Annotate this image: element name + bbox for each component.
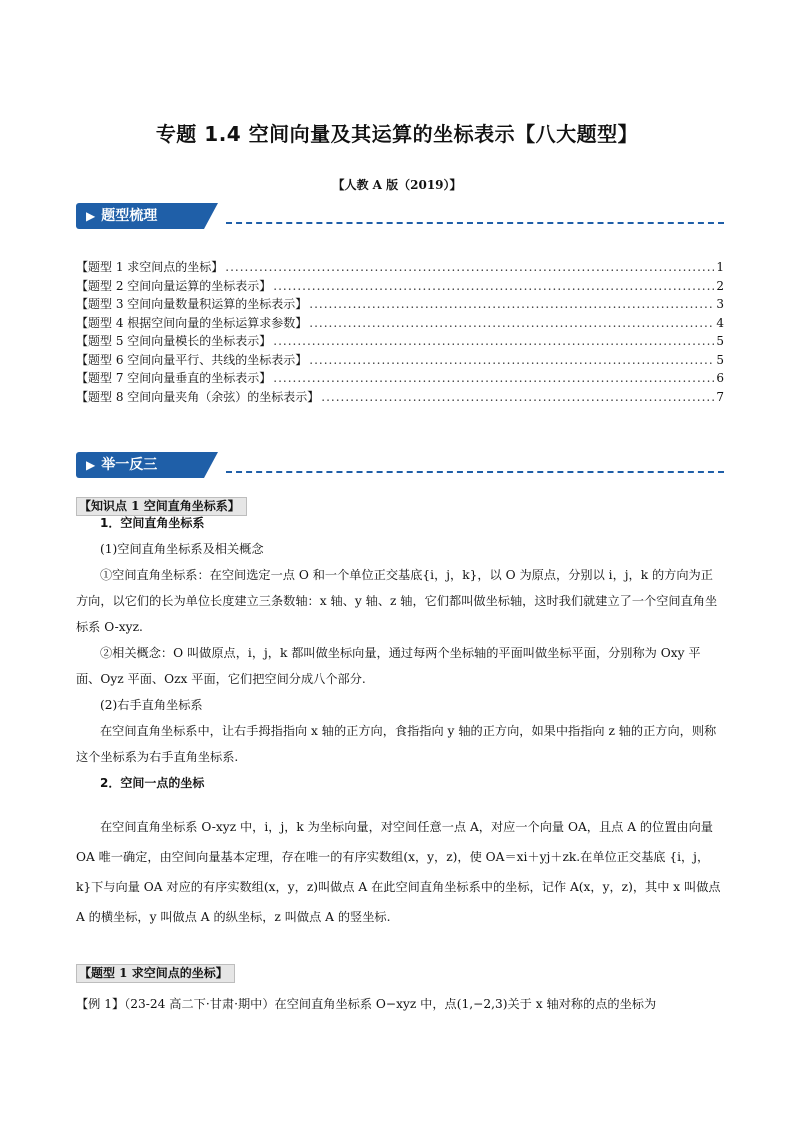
toc-leader-dots bbox=[309, 316, 714, 330]
dashed-divider bbox=[226, 222, 724, 224]
toc-entry-page: 2 bbox=[716, 278, 724, 293]
section-title: 举一反三 bbox=[101, 457, 158, 473]
section-tab bbox=[76, 203, 204, 229]
paragraph: (2)右手直角坐标系 bbox=[100, 698, 203, 712]
toc-entry-page: 6 bbox=[716, 371, 724, 385]
toc-entry[interactable] bbox=[76, 258, 724, 277]
toc-entry-page: 3 bbox=[716, 297, 724, 311]
heading-coordinate-system: 1．空间直角坐标系 bbox=[100, 516, 205, 530]
heading-point-coordinates: 2．空间一点的坐标 bbox=[100, 776, 205, 790]
toc-entry[interactable] bbox=[76, 351, 724, 370]
knowledge-content bbox=[76, 510, 724, 796]
paragraph: ①空间直角坐标系：在空间选定一点 O 和一个单位正交基底{i，j，k}，以 O 为原点，分别以 i，j，k 的方向为正方向，以它们的长为单位长度建立三条数轴：x 轴、y 轴、z 轴，它们都叫做坐标轴，这时我们就建立了一个空间直角坐标系 O-xyz. bbox=[76, 568, 718, 634]
toc-entry-label: 【题型 2 空间向量运算的坐标表示】 bbox=[76, 278, 272, 293]
toc-leader-dots bbox=[321, 390, 714, 404]
toc-entry[interactable] bbox=[76, 388, 724, 407]
section-header-examples bbox=[76, 452, 724, 482]
toc-entry[interactable] bbox=[76, 369, 724, 388]
section-tab bbox=[76, 452, 204, 478]
paragraph: (1)空间直角坐标系及相关概念 bbox=[100, 542, 264, 556]
knowledge-point-label: 【知识点 1 空间直角坐标系】 bbox=[76, 497, 247, 516]
example-1: 【例 1】（23-24 高二下·甘肃·期中）在空间直角坐标系 O−xyz 中，点(1,−2,3)关于 x 轴对称的点的坐标为 bbox=[76, 997, 657, 1011]
paragraph-point-coordinates: 在空间直角坐标系 O-xyz 中，i，j，k 为坐标向量，对空间任意一点 A，对应一个向量 OA，且点 A 的位置由向量 OA 唯一确定，由空间向量基本定理，存在唯一的有序实数组(x，y，z)，使 OA＝xi＋yj＋zk.在单位正交基底 {i，j，k}下与向量 OA 对应的有序实数组(x，y，z)叫做点 A 在此空间直角坐标系中的坐标，记作 A(x，y，z)，其中 x 叫做点 A 的横坐标，y 叫做点 A 的纵坐标，z 叫做点 A 的竖坐标. bbox=[76, 820, 721, 924]
toc-entry-page: 5 bbox=[716, 334, 724, 348]
page-title: 专题 1.4 空间向量及其运算的坐标表示【八大题型】 bbox=[155, 122, 639, 146]
dashed-divider bbox=[226, 471, 724, 473]
paragraph: 在空间直角坐标系中，让右手拇指指向 x 轴的正方向，食指指向 y 轴的正方向，如果中指指向 z 轴的正方向，则称这个坐标系为右手直角坐标系. bbox=[76, 724, 717, 764]
toc-leader-dots bbox=[309, 297, 714, 311]
toc-leader-dots bbox=[309, 353, 714, 367]
toc-entry-label: 【题型 7 空间向量垂直的坐标表示】 bbox=[76, 371, 272, 385]
toc-entry-label: 【题型 4 根据空间向量的坐标运算求参数】 bbox=[76, 315, 308, 330]
question-type-label: 【题型 1 求空间点的坐标】 bbox=[76, 964, 235, 983]
toc-leader-dots bbox=[273, 279, 714, 293]
page-subtitle: 【人教 A 版（2019）】 bbox=[332, 178, 462, 192]
toc-entry[interactable] bbox=[76, 314, 724, 333]
toc-entry-page: 1 bbox=[716, 260, 724, 274]
toc-entry-label: 【题型 3 空间向量数量积运算的坐标表示】 bbox=[76, 297, 308, 311]
toc-entry-page: 7 bbox=[716, 389, 724, 404]
toc-entry-label: 【题型 8 空间向量夹角（余弦）的坐标表示】 bbox=[76, 389, 320, 404]
toc-entry[interactable] bbox=[76, 332, 724, 351]
toc-entry-page: 5 bbox=[716, 352, 724, 367]
section-header-topics bbox=[76, 203, 724, 233]
toc-leader-dots bbox=[273, 371, 714, 385]
section-title: 题型梳理 bbox=[101, 208, 158, 224]
triangle-icon: ▶ bbox=[86, 458, 96, 472]
toc-entry-page: 4 bbox=[716, 315, 724, 330]
toc-entry-label: 【题型 1 求空间点的坐标】 bbox=[76, 260, 224, 274]
paragraph: ②相关概念：O 叫做原点，i，j，k 都叫做坐标向量，通过每两个坐标轴的平面叫做坐标平面，分别称为 Oxy 平面、Oyz 平面、Ozx 平面，它们把空间分成八个部分. bbox=[76, 646, 701, 686]
table-of-contents bbox=[76, 258, 724, 406]
toc-leader-dots bbox=[225, 260, 714, 274]
triangle-icon: ▶ bbox=[86, 209, 96, 223]
toc-leader-dots bbox=[273, 334, 714, 348]
toc-entry-label: 【题型 5 空间向量模长的坐标表示】 bbox=[76, 334, 272, 348]
toc-entry[interactable] bbox=[76, 295, 724, 314]
toc-entry[interactable] bbox=[76, 277, 724, 296]
toc-entry-label: 【题型 6 空间向量平行、共线的坐标表示】 bbox=[76, 352, 308, 367]
